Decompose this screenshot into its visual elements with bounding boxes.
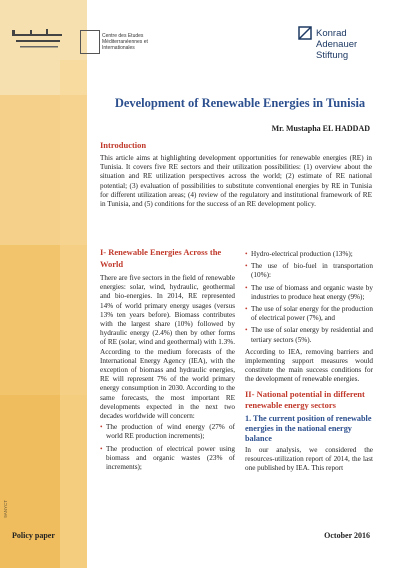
list-item: • The use of solar energy for the production of electrical power (7%), and bbox=[245, 305, 373, 323]
kas-logo-mark bbox=[298, 26, 312, 40]
right-column bbox=[245, 248, 373, 475]
kas-logo bbox=[298, 26, 368, 74]
cemi-logo-text: Centre des Etudes Méditerranéennes et Internationales bbox=[102, 33, 148, 51]
introduction-heading: Introduction bbox=[100, 140, 147, 150]
section-2-heading: II- National potential in different renewable energy sectors bbox=[245, 388, 365, 410]
kas-logo-name bbox=[316, 28, 357, 61]
list-item: • Hydro-electrical production (13%); bbox=[245, 250, 373, 259]
side-code: 9ANYCT bbox=[3, 500, 8, 518]
list-item: • The use of solar energy by residential and tertiary sectors (5%). bbox=[245, 326, 373, 344]
column-2-bullet-list bbox=[245, 250, 373, 345]
section-2-paragraph: In our analysis, we considered the resources-utilization report of 2014, the last one published by IEA. This report bbox=[245, 445, 373, 473]
sidebar-pattern bbox=[0, 0, 87, 568]
document-title: Development of Renewable Energies in Tunisia bbox=[114, 96, 366, 110]
list-item: • The production of wind energy (27% of world RE production increments); bbox=[100, 423, 235, 441]
footer-date: October 2016 bbox=[324, 531, 370, 540]
list-item: • The use of biomass and organic waste by industries to produce heat energy (9%); bbox=[245, 284, 373, 302]
section-1-heading: I- Renewable Energies Across the World bbox=[100, 247, 222, 269]
introduction-text: This article aims at highlighting development opportunities for renewable energies (RE) in Tunisia. It covers five RE sectors and their utilization possibilities: (1) overview about the situation and RE utilization perspectives across the world; (2) estimate of RE national potential; (3) evaluation of possibilities to substitute conventional energies by RE in Tunisia for different utilization areas; (4) review of the regulatory and institutional framework of RE in Tunisia, and (5) conditions for the success of an RE development policy. bbox=[100, 154, 372, 209]
column-2-paragraph: According to IEA, removing barriers and implementing support measures would constitute the main success conditions for the development of renewable energies. bbox=[245, 347, 373, 384]
cemi-arabic-logo bbox=[10, 26, 68, 54]
footer-document-type: Policy paper bbox=[12, 531, 55, 540]
section-1-paragraph: There are five sectors in the field of renewable energies: solar, wind, hydraulic, geothermal and bio-energies. In 2014, RE represented 14% of world primary energy usages (versus 13% ten years before). Biomass contributes with the largest share (10%) followed by hydraulic energy (2.4%) then by other forms of RE (solar, wind and geothermal) with 1.3%. According to the medium forecasts of the International Energy Agency (IEA), with the exception of biomass and hydraulic energies, RE will represent 7% of the world primary energy consumption in 2030. According to the same forecasts, the most important RE developments expected in the next two decades worldwide will concern: bbox=[100, 274, 235, 421]
kas-name-line-1: Konrad bbox=[316, 28, 347, 39]
decorative-sidebar bbox=[0, 0, 87, 568]
kas-name-line-3: Stiftung bbox=[316, 50, 349, 61]
list-item: • The production of electrical power using biomass and organic wastes (23% of increments); bbox=[100, 445, 235, 473]
cemi-logo-mark bbox=[80, 30, 100, 54]
author-name: Mr. Mustapha EL HADDAD bbox=[271, 124, 370, 133]
kas-name-line-2: Adenauer bbox=[316, 39, 358, 50]
cemi-logo bbox=[80, 30, 150, 56]
list-item: • The use of bio-fuel in transportation (10%): bbox=[245, 262, 373, 280]
section-1-bullet-list bbox=[100, 423, 235, 472]
arabic-logo-glyphs bbox=[10, 26, 68, 54]
left-column bbox=[100, 246, 235, 475]
section-2-subheading: 1. The current position of renewable energies in the national energy balance bbox=[245, 413, 372, 443]
